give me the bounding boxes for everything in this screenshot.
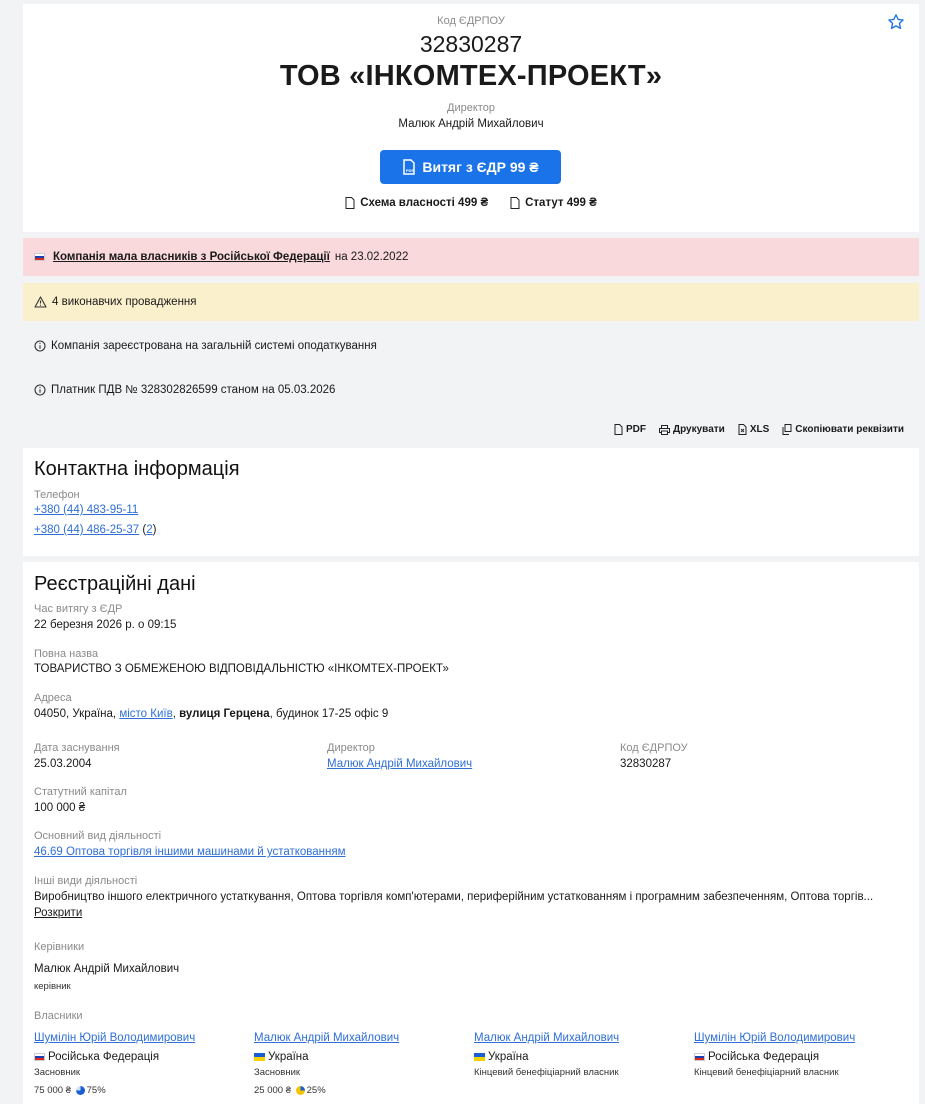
reg-director-link[interactable]: Малюк Андрій Михайлович <box>327 758 473 770</box>
share-pie-icon <box>76 1086 85 1095</box>
owner-name-link[interactable]: Малюк Андрій Михайлович <box>474 1032 620 1044</box>
founded-value: 25.03.2004 <box>34 758 92 770</box>
capital-value: 100 000 ₴ <box>34 802 86 814</box>
russia-owners-date: на 23.02.2022 <box>334 251 409 263</box>
reg-edrpou-label: Код ЄДРПОУ <box>620 742 688 754</box>
founded-label: Дата заснування <box>34 742 120 754</box>
warning-icon <box>34 296 47 308</box>
document-icon <box>510 197 520 209</box>
export-toolbar <box>614 424 904 435</box>
expand-activities-link[interactable]: Розкрити <box>34 907 83 919</box>
director-name: Малюк Андрій Михайлович <box>398 118 544 130</box>
russia-flag-icon <box>34 1053 45 1061</box>
copy-icon <box>782 424 792 435</box>
phone-link-2[interactable]: +380 (44) 486-25-37 <box>34 524 140 536</box>
phone-label: Телефон <box>34 489 80 501</box>
full-name-label: Повна назва <box>34 648 99 660</box>
registration-title: Реєстраційні дані <box>34 573 196 595</box>
xls-export-label: XLS <box>749 424 770 435</box>
printer-icon <box>659 425 670 435</box>
extract-time-value: 22 березня 2026 р. о 09:15 <box>34 619 177 631</box>
tax-system-info <box>23 327 919 365</box>
xls-export-button[interactable] <box>738 424 769 435</box>
reg-edrpou-value: 32830287 <box>620 758 672 770</box>
capital-label: Статутний капітал <box>34 786 127 798</box>
svg-text:PDF: PDF <box>406 168 415 173</box>
phone-count-open: ( <box>142 524 147 536</box>
owner-name-link[interactable]: Шумілін Юрій Володимирович <box>34 1032 196 1044</box>
ukraine-flag-icon <box>254 1053 265 1061</box>
pdf-export-label: PDF <box>625 424 646 435</box>
phone-link-1[interactable]: +380 (44) 483-95-11 <box>34 504 139 516</box>
company-name: ТОВ «ІНКОМТЕХ-ПРОЕКТ» <box>279 60 663 92</box>
other-activities-value: Виробництво іншого електричного устаткування, Оптова торгівля комп'ютерами, периферійним устаткованням і програмним забезпеченням, Оптова торгів... <box>34 891 874 903</box>
pdf-icon <box>614 424 623 435</box>
russia-owners-alert <box>23 238 919 276</box>
owner-country: Російська Федерація <box>48 1051 160 1063</box>
pdf-export-button[interactable] <box>614 424 646 435</box>
statute-link[interactable] <box>510 197 597 209</box>
contact-info-title: Контактна інформація <box>34 458 240 480</box>
enforcement-text: 4 виконавчих провадження <box>52 296 197 308</box>
other-activities-label: Інші види діяльності <box>34 875 138 887</box>
contact-info-card <box>23 448 919 556</box>
address-comma: , <box>172 708 176 720</box>
city-link[interactable]: місто Київ <box>119 708 173 720</box>
edrpou-label: Код ЄДРПОУ <box>437 15 505 27</box>
print-label: Друкувати <box>672 424 725 435</box>
xls-icon <box>738 424 747 435</box>
document-icon <box>345 197 355 209</box>
owners-label: Власники <box>34 1010 83 1022</box>
full-name-value: ТОВАРИСТВО З ОБМЕЖЕНОЮ ВІДПОВІДАЛЬНІСТЮ «ІНКОМТЕХ-ПРОЕКТ» <box>34 663 449 675</box>
manager-role: керівник <box>34 981 71 992</box>
edrpou-code: 32830287 <box>419 31 523 57</box>
owner-role: Кінцевий бенефіціарний власник <box>474 1067 619 1078</box>
phone-count-close: ) <box>152 524 157 536</box>
copy-details-label: Скопіювати реквізити <box>795 424 904 435</box>
ownership-scheme-label: Схема власності 499 ₴ <box>360 197 489 209</box>
address-label: Адреса <box>34 692 72 704</box>
statute-label: Статут 499 ₴ <box>525 197 597 209</box>
address-value <box>34 708 388 720</box>
owner-amount: 25 000 ₴ <box>254 1085 291 1096</box>
copy-details-button[interactable] <box>782 424 904 435</box>
russia-flag-icon <box>694 1053 705 1061</box>
vat-payer-info <box>23 371 919 409</box>
manager-name: Малюк Андрій Михайлович <box>34 963 180 975</box>
share-pie-icon <box>296 1086 305 1095</box>
registration-card <box>23 562 919 1104</box>
owner-country: Російська Федерація <box>708 1051 820 1063</box>
owner-country: Україна <box>268 1051 309 1063</box>
vat-payer-text: Платник ПДВ № 328302826599 станом на 05.03.2026 <box>51 384 336 396</box>
owner-share: 75% <box>86 1085 106 1096</box>
tax-system-text: Компанія зареєстрована на загальній системі оподаткування <box>51 340 377 352</box>
owner-country: Україна <box>488 1051 529 1063</box>
extract-button[interactable] <box>380 150 561 184</box>
extract-time-label: Час витягу з ЄДР <box>34 603 123 615</box>
main-activity-label: Основний вид діяльності <box>34 830 162 842</box>
info-icon <box>34 384 46 396</box>
ownership-scheme-link[interactable] <box>345 197 488 209</box>
russia-flag-icon <box>34 253 45 261</box>
company-header <box>23 4 919 232</box>
owner-role: Засновник <box>34 1067 81 1078</box>
owner-share: 25% <box>306 1085 326 1096</box>
address-street: вулиця Герцена <box>179 708 270 720</box>
owner-name-link[interactable]: Малюк Андрій Михайлович <box>254 1032 400 1044</box>
pdf-file-icon <box>402 159 416 175</box>
print-button[interactable] <box>659 424 725 435</box>
ukraine-flag-icon <box>474 1053 485 1061</box>
address-prefix: 04050, Україна, <box>34 708 117 720</box>
owner-name-link[interactable]: Шумілін Юрій Володимирович <box>694 1032 856 1044</box>
main-activity-link[interactable]: 46.69 Оптова торгівля іншими машинами й устаткованням <box>34 846 346 858</box>
reg-director-label: Директор <box>327 742 375 754</box>
director-label: Директор <box>447 102 495 114</box>
info-icon <box>34 340 46 352</box>
owner-role: Засновник <box>254 1067 301 1078</box>
enforcement-alert[interactable] <box>23 283 919 321</box>
more-phones-link[interactable]: 2 <box>146 524 153 536</box>
russia-owners-link[interactable]: Компанія мала власників з Російської Федерації <box>53 251 330 263</box>
owner-amount: 75 000 ₴ <box>34 1085 71 1096</box>
extract-button-label: Витяг з ЄДР 99 ₴ <box>422 159 539 175</box>
owner-role: Кінцевий бенефіціарний власник <box>694 1067 839 1078</box>
managers-label: Керівники <box>34 941 85 953</box>
address-suffix: , будинок 17-25 офіс 9 <box>269 708 389 720</box>
